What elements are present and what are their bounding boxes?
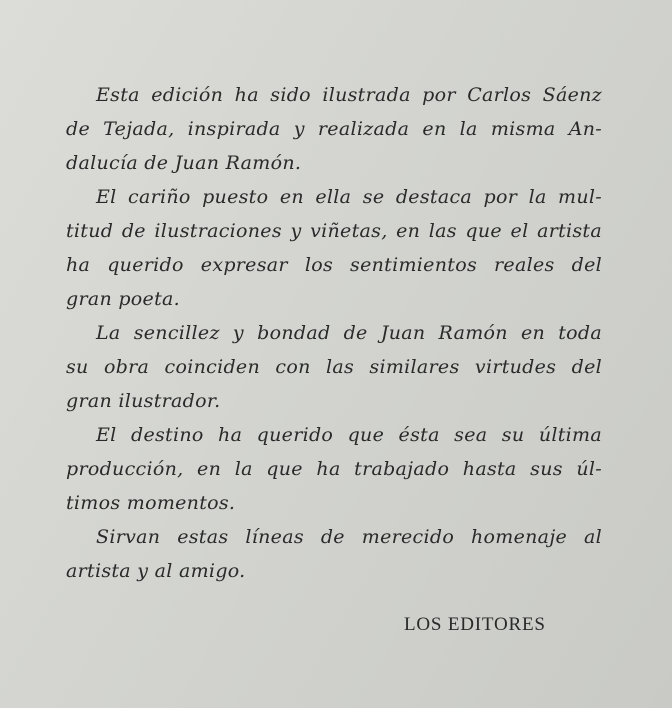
text-line: titud de ilustraciones y viñetas, en las que el artista <box>66 220 602 242</box>
paragraph-4 <box>66 418 602 520</box>
text-line: gran poeta. <box>66 288 180 310</box>
text-line: dalucía de Juan Ramón. <box>66 152 302 174</box>
text-line: su obra coinciden con las similares virtudes del <box>66 356 602 378</box>
text-line: El destino ha querido que ésta sea su última <box>96 424 602 446</box>
text-line: gran ilustrador. <box>66 390 221 412</box>
text-line: de Tejada, inspirada y realizada en la misma An- <box>66 118 602 140</box>
text-line: Esta edición ha sido ilustrada por Carlos Sáenz <box>96 84 602 106</box>
paragraph-3 <box>66 316 602 418</box>
text-line: ha querido expresar los sentimientos reales del <box>66 254 602 276</box>
text-line: Sirvan estas líneas de merecido homenaje al <box>96 526 602 548</box>
dedication-text <box>66 78 602 588</box>
paragraph-5 <box>66 520 602 588</box>
paragraph-1 <box>66 78 602 180</box>
text-line: producción, en la que ha trabajado hasta sus úl- <box>66 458 602 480</box>
signature: LOS EDITORES <box>404 614 546 635</box>
text-line: La sencillez y bondad de Juan Ramón en toda <box>96 322 602 344</box>
text-line: artista y al amigo. <box>66 560 246 582</box>
paragraph-2 <box>66 180 602 316</box>
text-line: timos momentos. <box>66 492 236 514</box>
text-line: El cariño puesto en ella se destaca por la mul- <box>96 186 602 208</box>
